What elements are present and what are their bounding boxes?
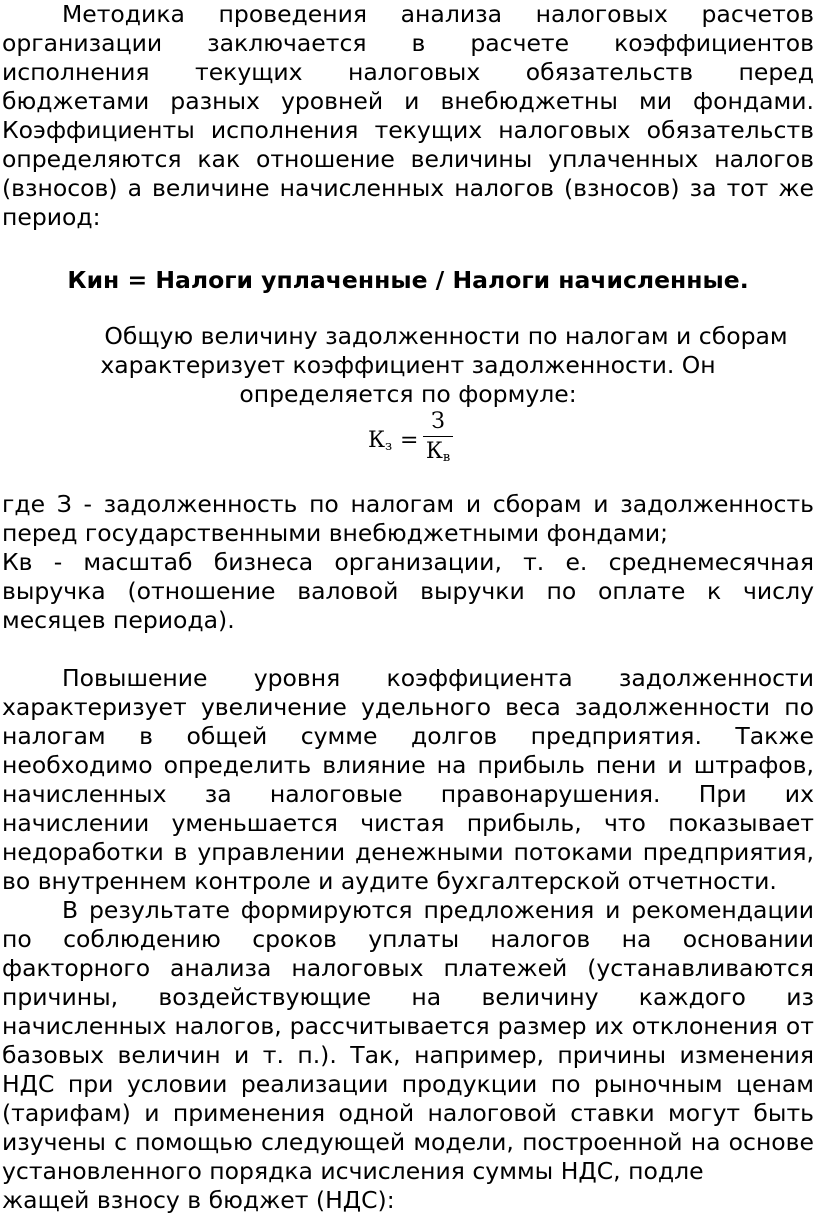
paragraph-debt-increase: Повышение уровня коэффициента задолженности характеризует увеличение удельного веса задолженности по налогам в общей сумме долгов предприятия. Также необходимо определить влияние на прибыль пени и штрафов, начисленных за налоговые правонарушения. При их начислении уменьшается чистая прибыль, что показывает недоработки в управлении денежными потоками предприятия, во внутреннем контроле и аудите бухгалтерской отчетности. [2,664,814,895]
paragraph-methodology: Методика проведения анализа налоговых расчетов организации заключается в расчете коэффициентов исполнения текущих налоговых обязательств перед бюджетами разных уровней и внебюджетны ми фондами. Коэффициенты исполнения текущих налоговых обязательств определяются как отношение величины уплаченных налогов (взносов) а величине начисленных налогов (взносов) за тот же период: [2,0,814,231]
paragraph-debt-coefficient [2,322,814,409]
fraction-bar [423,436,453,437]
paragraph-debt-coefficient-rest: характеризует коэффициент задолженности. Он определяется по формуле: [100,351,716,408]
paragraph-definition-kv: Кв - масштаб бизнеса организации, т. е. среднемесячная выручка (отношение валовой выручки по оплате к числу месяцев периода). [2,548,814,634]
document-page [2,0,814,1215]
formula-kz-equals: = [400,428,419,453]
paragraph-recommendations-last-line: жащей взносу в бюджет (НДС): [2,1186,395,1214]
formula-kz-lhs: $К_з$ [368,428,393,454]
paragraph-definition-z: где З - задолженность по налогам и сборам и задолженность перед государственными внебюджетными фондами; [2,490,814,547]
paragraph-debt-coefficient-line1: Общую величину задолженности по налогам и сборам [104,322,788,350]
paragraph-gap [2,635,814,664]
formula-kz-numerator: З [431,409,445,434]
formula-kz [2,409,814,469]
paragraph-recommendations: В результате формируются предложения и рекомендации по соблюдению сроков уплаты налогов на основании факторного анализа налоговых платежей (устанавливаются причины, воздействующие на величину каждого из начисленных налогов, рассчитывается размер их отклонения от базовых величин и т. п.). Так, например, причины изменения НДС при условии реализации продукции по рыночным ценам (тарифам) и применения одной налоговой ставки могут быть изучены с помощью следующей модели, построенной на основе установленного порядка исчисления суммы НДС, подле [2,896,814,1185]
formula-kin: Кин = Налоги уплаченные / Налоги начисленные. [67,266,749,294]
formula-kz-denominator: $К_в$ [425,439,451,465]
formula-kz-fraction [423,409,453,471]
